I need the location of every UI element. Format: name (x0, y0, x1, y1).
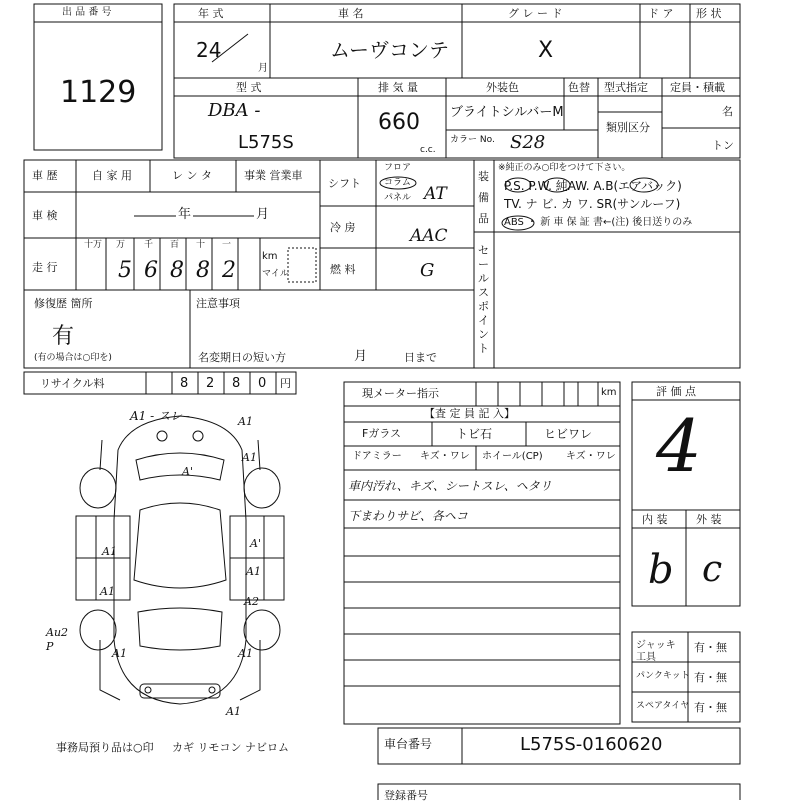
mileage-digit: 5 (118, 258, 132, 283)
shift-label: シフト (328, 177, 361, 190)
diagram-mark: A1 (242, 451, 257, 464)
car-name: ムーヴコンテ (330, 38, 449, 62)
repair-value: 有 (52, 324, 75, 349)
model-label: 型 式 (236, 81, 262, 94)
recycle-digit: 8 (232, 376, 241, 391)
car-name-label: 車 名 (338, 7, 364, 20)
name-change-day: 日まで (404, 351, 437, 364)
score-label: 評 価 点 (656, 385, 696, 398)
name-change-label: 名変期日の短い方 (198, 351, 286, 364)
mirror-label: ドアミラー (352, 451, 402, 462)
model-prefix: DBA - (208, 100, 261, 121)
notes-label: 注意事項 (196, 297, 240, 310)
mileage-digit-label: 一 (222, 240, 232, 250)
registration-box (378, 784, 740, 800)
mileage-unit-km: km (262, 251, 278, 262)
ac-label: 冷 房 (330, 221, 356, 234)
shift-value: AT (424, 184, 447, 204)
shift-floor: フロア (384, 163, 412, 173)
history-label: 車 歴 (32, 169, 58, 182)
ac-value: AAC (410, 226, 448, 246)
recycle-unit: 円 (280, 377, 291, 390)
equipment-row1: P.S. P.W. 純AW. A.B(エアバック) (504, 179, 682, 193)
inspector-header: 【査 定 員 記 入】 (424, 407, 515, 420)
mileage-digit-label: 百 (170, 240, 180, 250)
glass-option-chip: トビ石 (456, 427, 493, 441)
interior-score: b (648, 547, 674, 593)
keys-items: カギ リモコン ナビロム (172, 741, 289, 754)
recycle-digit: 2 (206, 376, 215, 391)
diagram-mark: A1 (246, 565, 261, 578)
grade-value: X (538, 38, 554, 63)
mileage-digit-label: 十 (196, 240, 206, 250)
tool-spare-label: スペアタイヤ (636, 701, 690, 711)
mileage-digit: 6 (144, 258, 158, 283)
mileage-digit-label: 万 (116, 240, 126, 250)
chassis-label: 車台番号 (384, 737, 433, 751)
mirror-options: キズ・ワレ (420, 451, 470, 462)
meter-label: 現メーター指示 (362, 387, 439, 400)
exterior-color-value: ブライトシルバーM (450, 105, 564, 120)
displacement-label: 排 気 量 (378, 81, 418, 94)
diagram-mark: A1 (102, 545, 117, 558)
color-no-label: カラー No. (450, 135, 495, 145)
exterior-label: 外 装 (696, 513, 722, 526)
mileage-digit: 2 (222, 258, 236, 283)
diagram-side-note: Au2 P (46, 626, 69, 653)
shift-column: コラム (384, 178, 411, 188)
inspector-comment-1: 車内汚れ、キズ、シートスレ、ヘタリ (348, 479, 552, 493)
diagram-mark: A' (250, 537, 261, 550)
type-class-label: 類別区分 (606, 121, 650, 134)
chassis-number: L575S-0160620 (520, 734, 663, 755)
glass-option-crack: ヒビワレ (544, 427, 593, 441)
exterior-score: c (702, 549, 723, 590)
wheel-options: キズ・ワレ (566, 451, 616, 462)
mileage-digit-label: 十万 (84, 240, 103, 250)
diagram-mark: A2 (244, 595, 259, 608)
score-value: 4 (656, 404, 702, 488)
inspection-label: 車 検 (32, 209, 58, 222)
wheel-label: ホイール(CP) (482, 451, 543, 462)
diagram-mark: A' (182, 465, 193, 478)
year-label: 年 式 (198, 7, 224, 20)
keys-note: 事務局預り品は○印 (56, 741, 154, 754)
tool-spare-value: 有・無 (694, 701, 727, 714)
name-change-month: 月 (354, 349, 368, 364)
diagram-mark: A1 (112, 647, 127, 660)
diagram-mark-top: A1 - スレ - (130, 409, 190, 423)
diagram-mark: A1 (238, 415, 253, 428)
repair-note: (有の場合は○印を) (34, 353, 112, 363)
mileage-digit-label: 千 (144, 240, 154, 250)
shift-panel: パネル (384, 193, 412, 203)
year-value: 24 (196, 38, 222, 62)
inspector-comment-2: 下まわりサビ、各ヘコ (348, 509, 468, 523)
mileage-label: 走 行 (32, 261, 58, 274)
tool-puncture-label: パンクキット (636, 671, 690, 681)
diagram-mark: A1 (100, 585, 115, 598)
door-label: ド ア (648, 7, 674, 20)
registration-label: 登録番号 (384, 789, 428, 802)
body-type-label: 形 状 (696, 7, 722, 20)
tool-puncture-value: 有・無 (694, 671, 727, 684)
capacity-ton-unit: トン (712, 139, 734, 152)
interior-label: 内 装 (642, 513, 668, 526)
mileage-digit: 8 (170, 258, 184, 283)
equipment-note: ※純正のみ○印をつけて下さい。 (498, 163, 631, 173)
cc-unit: c.c. (420, 145, 436, 155)
equipment-row3: ABS ・ 新 車 保 証 書←(注) 後日送りのみ (504, 217, 693, 228)
exterior-color-label: 外装色 (486, 81, 519, 94)
history-rental: レ ン タ (172, 169, 212, 182)
capacity-person-unit: 名 (722, 105, 733, 118)
glass-label: Fガラス (362, 427, 401, 440)
mileage-digit: 8 (196, 258, 210, 283)
lot-number: 1129 (60, 75, 137, 110)
displacement-value: 660 (378, 110, 420, 135)
tool-jack-value: 有・無 (694, 641, 727, 654)
equipment-row2: TV. ナ ビ. カ ワ. SR(サンルーフ) (504, 197, 681, 211)
color-change-label: 色替 (568, 81, 590, 94)
lot-label: 出 品 番 号 (62, 7, 112, 18)
model-code: L575S (238, 132, 294, 153)
diagram-mark: A1 (226, 705, 241, 718)
type-cert-label: 型式指定 (604, 81, 648, 94)
grade-label: グ レ ー ド (508, 7, 563, 20)
recycle-digit: 0 (258, 376, 267, 391)
history-private: 自 家 用 (92, 169, 132, 182)
capacity-label: 定員・積載 (670, 81, 725, 94)
inspection-month-unit: 月 (256, 207, 270, 222)
history-business: 事業 営業車 (244, 169, 303, 182)
recycle-label: リサイクル料 (40, 377, 105, 390)
diagram-mark: A1 (238, 647, 253, 660)
repair-label: 修復歴 箇所 (34, 297, 93, 310)
tool-jack-label: ジャッキ 工具 (636, 640, 676, 663)
inspection-year-unit: 年 (178, 207, 192, 222)
equipment-side-label: 装 備 品 (478, 170, 489, 225)
mileage-unit-mile: マイル (262, 269, 289, 279)
fuel-value: G (420, 260, 435, 281)
fuel-label: 燃 料 (330, 263, 356, 276)
meter-unit: km (601, 387, 617, 398)
month-unit: 月 (258, 63, 268, 74)
recycle-digit: 8 (180, 376, 189, 391)
sales-point-label: セールスポイント (478, 244, 489, 355)
color-no-value: S28 (510, 132, 546, 153)
